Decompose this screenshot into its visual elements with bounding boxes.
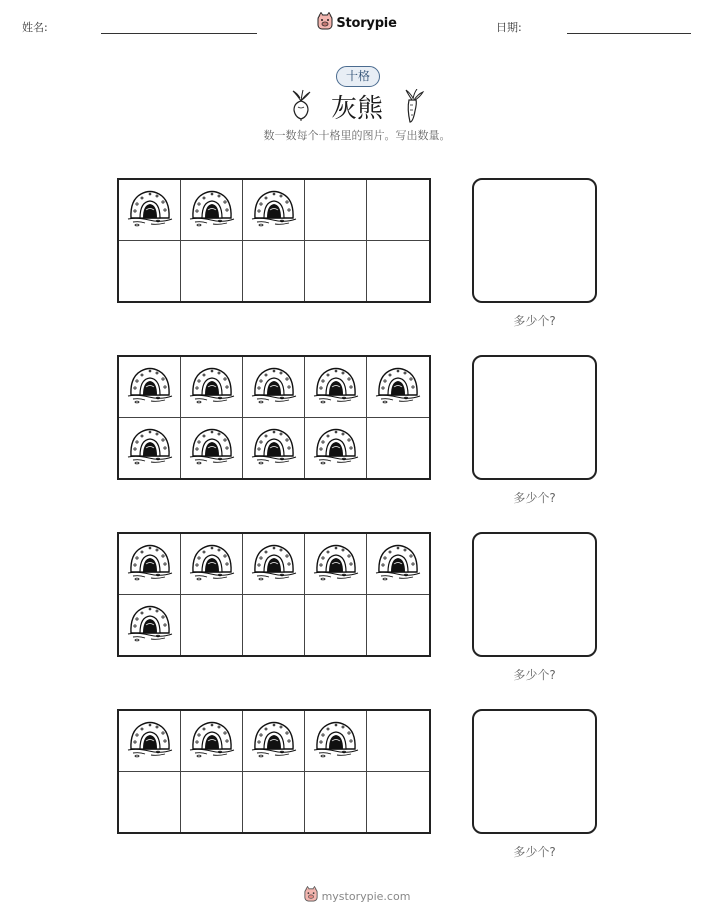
how-many-label-1: 多少个? <box>513 314 556 328</box>
ten-frame-cell <box>119 418 181 479</box>
ten-frame-cell <box>119 357 181 418</box>
ten-frame-1 <box>117 178 431 303</box>
instruction-text: 数一数每个十格里的图片。写出数量。 <box>263 129 451 142</box>
cave-icon <box>375 365 421 409</box>
ten-frame-cell <box>367 711 429 772</box>
ten-frame-cell <box>181 534 243 595</box>
cave-icon <box>127 603 173 647</box>
ten-frame-cell <box>119 534 181 595</box>
cave-icon <box>127 426 173 470</box>
cave-icon <box>251 719 297 763</box>
answer-box-1[interactable] <box>472 178 597 303</box>
ten-frame-cell <box>367 357 429 418</box>
cave-icon <box>189 719 235 763</box>
ten-frame-3 <box>117 532 431 657</box>
ten-frame-cell <box>181 772 243 833</box>
how-many-label-3: 多少个? <box>513 668 556 682</box>
ten-frame-cell <box>243 772 305 833</box>
ten-frame-cell <box>305 357 367 418</box>
cave-icon <box>189 365 235 409</box>
ten-frame-cell <box>243 534 305 595</box>
worksheet-title: 灰熊 <box>330 94 383 124</box>
ten-frame-cell <box>181 595 243 656</box>
cave-icon <box>127 719 173 763</box>
footer-site: mystorypie.com <box>321 889 411 903</box>
cave-icon <box>189 542 235 586</box>
cave-icon <box>189 426 235 470</box>
ten-frame-cell <box>181 357 243 418</box>
ten-frame-cell <box>305 534 367 595</box>
cave-icon <box>375 542 421 586</box>
brand-name: Storypie <box>336 15 397 31</box>
brand-logo <box>0 12 714 34</box>
ten-frame-cell <box>119 772 181 833</box>
ten-frame-cell <box>181 241 243 302</box>
ten-frame-2 <box>117 355 431 480</box>
cave-icon <box>251 365 297 409</box>
ten-frame-badge: 十格 <box>336 66 380 87</box>
ten-frame-cell <box>243 418 305 479</box>
ten-frame-cell <box>367 595 429 656</box>
ten-frame-cell <box>367 180 429 241</box>
how-many-label-2: 多少个? <box>513 491 556 505</box>
cave-icon <box>251 426 297 470</box>
cave-icon <box>251 542 297 586</box>
ten-frame-cell <box>181 711 243 772</box>
date-line[interactable] <box>567 33 691 34</box>
ten-frame-cell <box>367 418 429 479</box>
cave-icon <box>313 542 359 586</box>
cave-icon <box>251 188 297 232</box>
how-many-label-4: 多少个? <box>513 845 556 859</box>
ten-frame-cell <box>119 180 181 241</box>
name-label: 姓名: <box>22 21 48 34</box>
ten-frame-cell <box>243 241 305 302</box>
ten-frame-cell <box>367 241 429 302</box>
ten-frame-cell <box>305 180 367 241</box>
answer-box-4[interactable] <box>472 709 597 834</box>
carrot-icon <box>401 89 425 127</box>
cave-icon <box>127 542 173 586</box>
ten-frame-cell <box>367 534 429 595</box>
ten-frame-cell <box>243 180 305 241</box>
ten-frame-cell <box>305 711 367 772</box>
cave-icon <box>313 719 359 763</box>
ten-frame-cell <box>181 180 243 241</box>
ten-frame-cell <box>119 711 181 772</box>
ten-frame-cell <box>305 418 367 479</box>
cave-icon <box>127 365 173 409</box>
answer-box-3[interactable] <box>472 532 597 657</box>
date-label: 日期: <box>496 21 522 34</box>
footer <box>0 886 714 906</box>
ten-frame-cell <box>367 772 429 833</box>
cave-icon <box>313 426 359 470</box>
ten-frame-cell <box>305 241 367 302</box>
ten-frame-cell <box>243 357 305 418</box>
cave-icon <box>127 188 173 232</box>
cave-icon <box>189 188 235 232</box>
ten-frame-cell <box>181 418 243 479</box>
ten-frame-cell <box>119 595 181 656</box>
answer-box-2[interactable] <box>472 355 597 480</box>
cave-icon <box>313 365 359 409</box>
ten-frame-cell <box>305 595 367 656</box>
ten-frame-cell <box>119 241 181 302</box>
ten-frame-4 <box>117 709 431 834</box>
ten-frame-cell <box>305 772 367 833</box>
ten-frame-cell <box>243 595 305 656</box>
pig-mascot-icon <box>304 886 318 906</box>
pig-mascot-icon <box>317 12 333 34</box>
ten-frame-cell <box>243 711 305 772</box>
